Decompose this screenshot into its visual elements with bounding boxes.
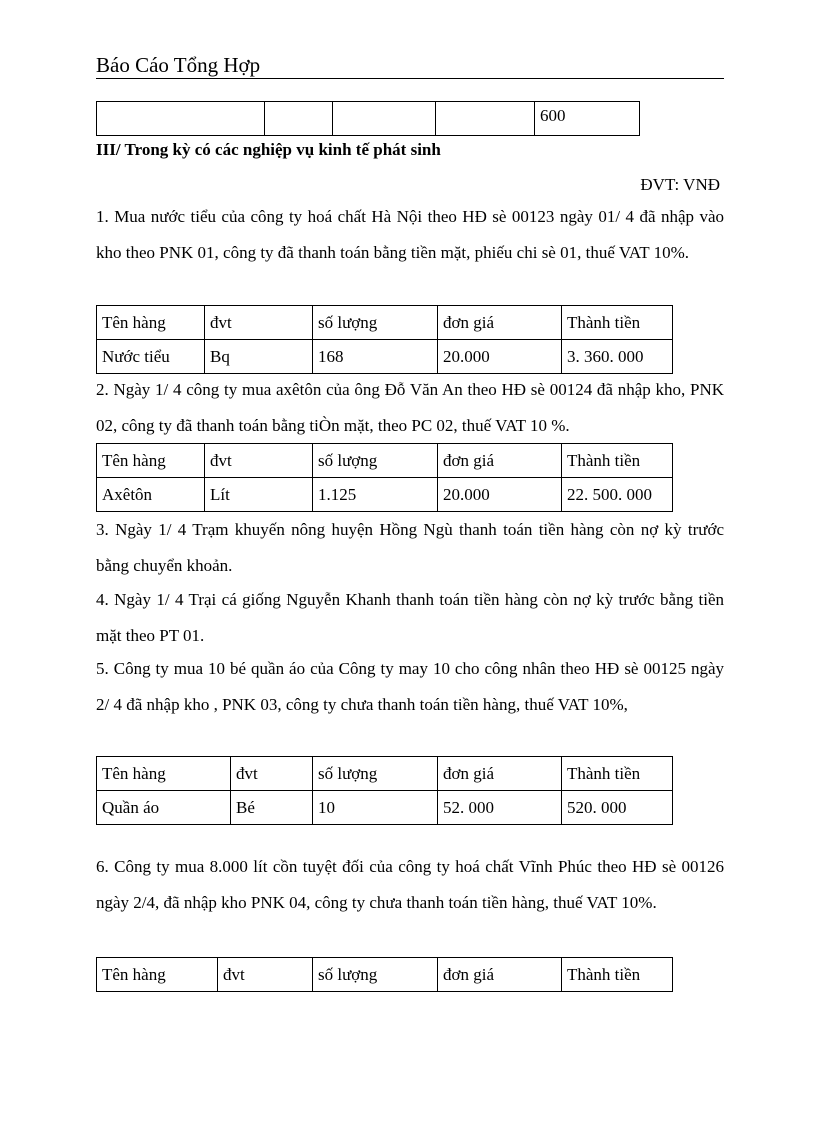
col-header-amount: Thành tiền — [562, 757, 673, 791]
transaction-5-table — [96, 756, 673, 825]
table-cell: 520. 000 — [562, 791, 673, 825]
table-header-row — [97, 306, 673, 340]
col-header-price: đơn giá — [438, 958, 562, 992]
transaction-4-text: 4. Ngày 1/ 4 Trại cá giống Nguyễn Khanh thanh toán tiền hàng còn nợ kỳ trước bằng tiền mặt theo PT 01. — [96, 590, 724, 645]
table-cell: 20.000 — [438, 478, 562, 512]
col-header-amount: Thành tiền — [562, 444, 673, 478]
table-header-row — [97, 958, 673, 992]
transaction-1-text: 1. Mua nước tiểu của công ty hoá chất Hà Nội theo HĐ sè 00123 ngày 01/ 4 đã nhập vào kho theo PNK 01, công ty đã thanh toán bằng tiền mặt, phiếu chi sè 01, thuế VAT 10%. — [96, 207, 724, 262]
col-header-item: Tên hàng — [97, 306, 205, 340]
page-header-title: Báo Cáo Tổng Hợp — [96, 53, 261, 77]
col-header-unit: đvt — [205, 444, 313, 478]
col-header-item: Tên hàng — [97, 958, 218, 992]
transaction-1-table — [96, 305, 673, 374]
col-header-item: Tên hàng — [97, 757, 231, 791]
table-header-row — [97, 757, 673, 791]
table-row — [97, 791, 673, 825]
table-cell: 22. 500. 000 — [562, 478, 673, 512]
table-cell — [436, 102, 535, 136]
col-header-quantity: số lượng — [313, 306, 438, 340]
table-cell — [97, 102, 265, 136]
col-header-quantity: số lượng — [313, 958, 438, 992]
transaction-5-text: 5. Công ty mua 10 bé quần áo của Công ty may 10 cho công nhân theo HĐ sè 00125 ngày 2/ 4 đã nhập kho , PNK 03, công ty chưa thanh toán tiền hàng, thuế VAT 10%, — [96, 659, 724, 714]
col-header-price: đơn giá — [438, 757, 562, 791]
transaction-3-text: 3. Ngày 1/ 4 Trạm khuyến nông huyện Hồng Ngù thanh toán tiền hàng còn nợ kỳ trước bằng chuyển khoản. — [96, 520, 724, 575]
col-header-item: Tên hàng — [97, 444, 205, 478]
table-cell — [333, 102, 436, 136]
col-header-price: đơn giá — [438, 306, 562, 340]
table-cell: 10 — [313, 791, 438, 825]
table-cell: 1.125 — [313, 478, 438, 512]
col-header-amount: Thành tiền — [562, 958, 673, 992]
table-cell — [265, 102, 333, 136]
table-cell: 20.000 — [438, 340, 562, 374]
table-row — [97, 102, 640, 136]
col-header-unit: đvt — [231, 757, 313, 791]
table-cell: Nước tiểu — [97, 340, 205, 374]
table-row — [97, 340, 673, 374]
table-cell: 52. 000 — [438, 791, 562, 825]
table-row — [97, 478, 673, 512]
transaction-2-table — [96, 443, 673, 512]
table-cell: 168 — [313, 340, 438, 374]
table-cell: Axêtôn — [97, 478, 205, 512]
col-header-price: đơn giá — [438, 444, 562, 478]
col-header-quantity: số lượng — [313, 444, 438, 478]
unit-label: ĐVT: VNĐ — [640, 175, 720, 194]
transaction-6-table — [96, 957, 673, 992]
table-cell: 600 — [535, 102, 640, 136]
col-header-unit: đvt — [218, 958, 313, 992]
table-cell: Quần áo — [97, 791, 231, 825]
section-heading: III/ Trong kỳ có các nghiệp vụ kinh tế phát sinh — [96, 140, 441, 159]
transaction-2-text: 2. Ngày 1/ 4 công ty mua axêtôn của ông Đỗ Văn An theo HĐ sè 00124 đã nhập kho, PNK 02, công ty đã thanh toán bằng tiÒn mặt, theo PC 02, thuế VAT 10 %. — [96, 380, 724, 435]
table-cell: Lít — [205, 478, 313, 512]
col-header-unit: đvt — [205, 306, 313, 340]
table-cell: Bq — [205, 340, 313, 374]
table-header-row — [97, 444, 673, 478]
col-header-quantity: số lượng — [313, 757, 438, 791]
transaction-6-text: 6. Công ty mua 8.000 lít cồn tuyệt đối của công ty hoá chất Vĩnh Phúc theo HĐ sè 00126 ngày 2/4, đã nhập kho PNK 04, công ty chưa thanh toán tiền hàng, thuế VAT 10%. — [96, 857, 724, 912]
carryover-table — [96, 101, 640, 136]
table-cell: 3. 360. 000 — [562, 340, 673, 374]
header-rule — [96, 78, 724, 79]
table-cell: Bé — [231, 791, 313, 825]
col-header-amount: Thành tiền — [562, 306, 673, 340]
